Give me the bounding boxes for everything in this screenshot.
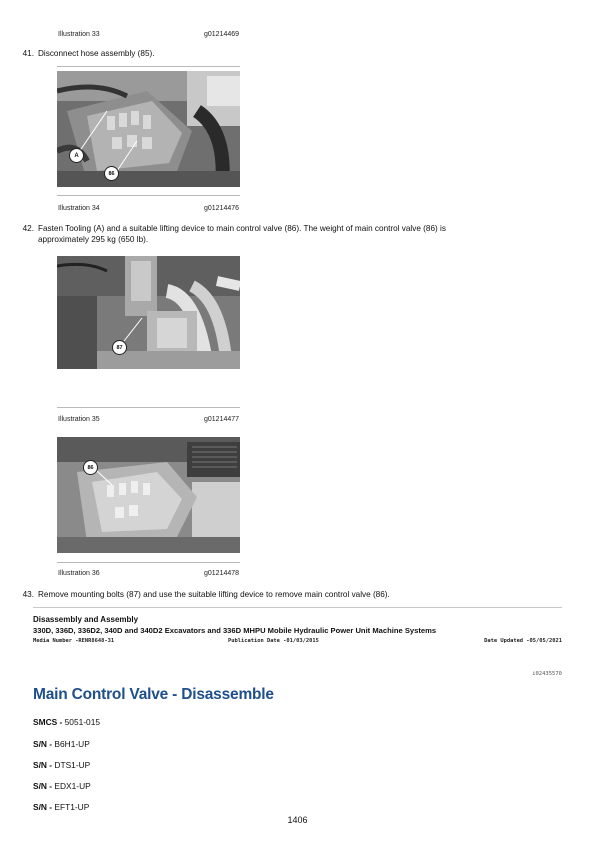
photo-lifting-tooling xyxy=(57,256,240,369)
illustration-caption: Illustration 36 xyxy=(58,570,100,577)
step-number: 43. xyxy=(22,590,34,599)
step-number: 41. xyxy=(22,49,34,58)
callout-86: 86 xyxy=(104,166,119,181)
figure-bottom-rule xyxy=(57,562,240,563)
media-number: Media Number -RENR8648-31 xyxy=(33,638,115,644)
illustration-id: g01214469 xyxy=(204,31,240,38)
field-label: S/N - xyxy=(33,802,53,812)
illustration-id: g01214476 xyxy=(204,205,240,212)
illustration-id: g01214478 xyxy=(204,570,240,577)
figure-bottom-rule xyxy=(57,195,240,196)
step-number: 42. xyxy=(22,224,34,233)
date-updated: Date Updated -05/05/2021 xyxy=(484,638,562,644)
section-divider xyxy=(33,607,562,608)
callout-a: A xyxy=(69,148,84,163)
smcs-field xyxy=(33,717,100,727)
section-title: Main Control Valve - Disassemble xyxy=(33,686,274,703)
field-label: S/N - xyxy=(33,781,53,791)
field-label: SMCS - xyxy=(33,717,63,727)
step-43 xyxy=(14,590,554,602)
step-text: Remove mounting bolts (87) and use the suitable lifting device to remove main control valve (86). xyxy=(38,590,390,599)
serial-number-field xyxy=(33,760,90,770)
figure-top-rule xyxy=(57,66,240,67)
serial-number-field xyxy=(33,781,91,791)
step-41 xyxy=(14,49,554,61)
field-label: S/N - xyxy=(33,739,53,749)
callout-87: 87 xyxy=(112,340,127,355)
photo-main-control-valve-image xyxy=(57,437,240,553)
illustration-caption: Illustration 33 xyxy=(58,31,100,38)
field-value: B6H1-UP xyxy=(54,739,90,749)
photo-main-control-valve xyxy=(57,437,240,553)
manual-subtitle: 330D, 336D, 336D2, 340D and 340D2 Excavators and 336D MHPU Mobile Hydraulic Power Unit Machine Systems xyxy=(33,626,437,635)
photo-lifting-tooling-image xyxy=(57,256,240,369)
illustration-caption: Illustration 35 xyxy=(58,416,100,423)
document-id: i02435570 xyxy=(532,671,562,677)
field-value: EFT1-UP xyxy=(54,802,90,812)
illustration-id: g01214477 xyxy=(204,416,240,423)
field-value: 5051-015 xyxy=(64,717,101,727)
page-number: 1406 xyxy=(287,815,308,825)
photo-hose-assembly-image xyxy=(57,71,240,187)
step-text: Fasten Tooling (A) and a suitable lifting device to main control valve (86). The weight of main control valve (86) is xyxy=(38,224,446,233)
step-text: Disconnect hose assembly (85). xyxy=(38,49,155,58)
illustration-caption: Illustration 34 xyxy=(58,205,100,212)
field-label: S/N - xyxy=(33,760,53,770)
serial-number-field xyxy=(33,739,90,749)
figure-bottom-rule xyxy=(57,407,240,408)
serial-number-field xyxy=(33,802,89,812)
manual-title: Disassembly and Assembly xyxy=(33,615,139,624)
step-42 xyxy=(14,224,564,248)
photo-hose-assembly xyxy=(57,71,240,187)
publication-date: Publication Date -01/03/2015 xyxy=(228,638,319,644)
field-value: EDX1-UP xyxy=(54,781,91,791)
step-text-continued: approximately 295 kg (650 lb). xyxy=(38,235,149,244)
callout-86: 86 xyxy=(83,460,98,475)
field-value: DTS1-UP xyxy=(54,760,91,770)
